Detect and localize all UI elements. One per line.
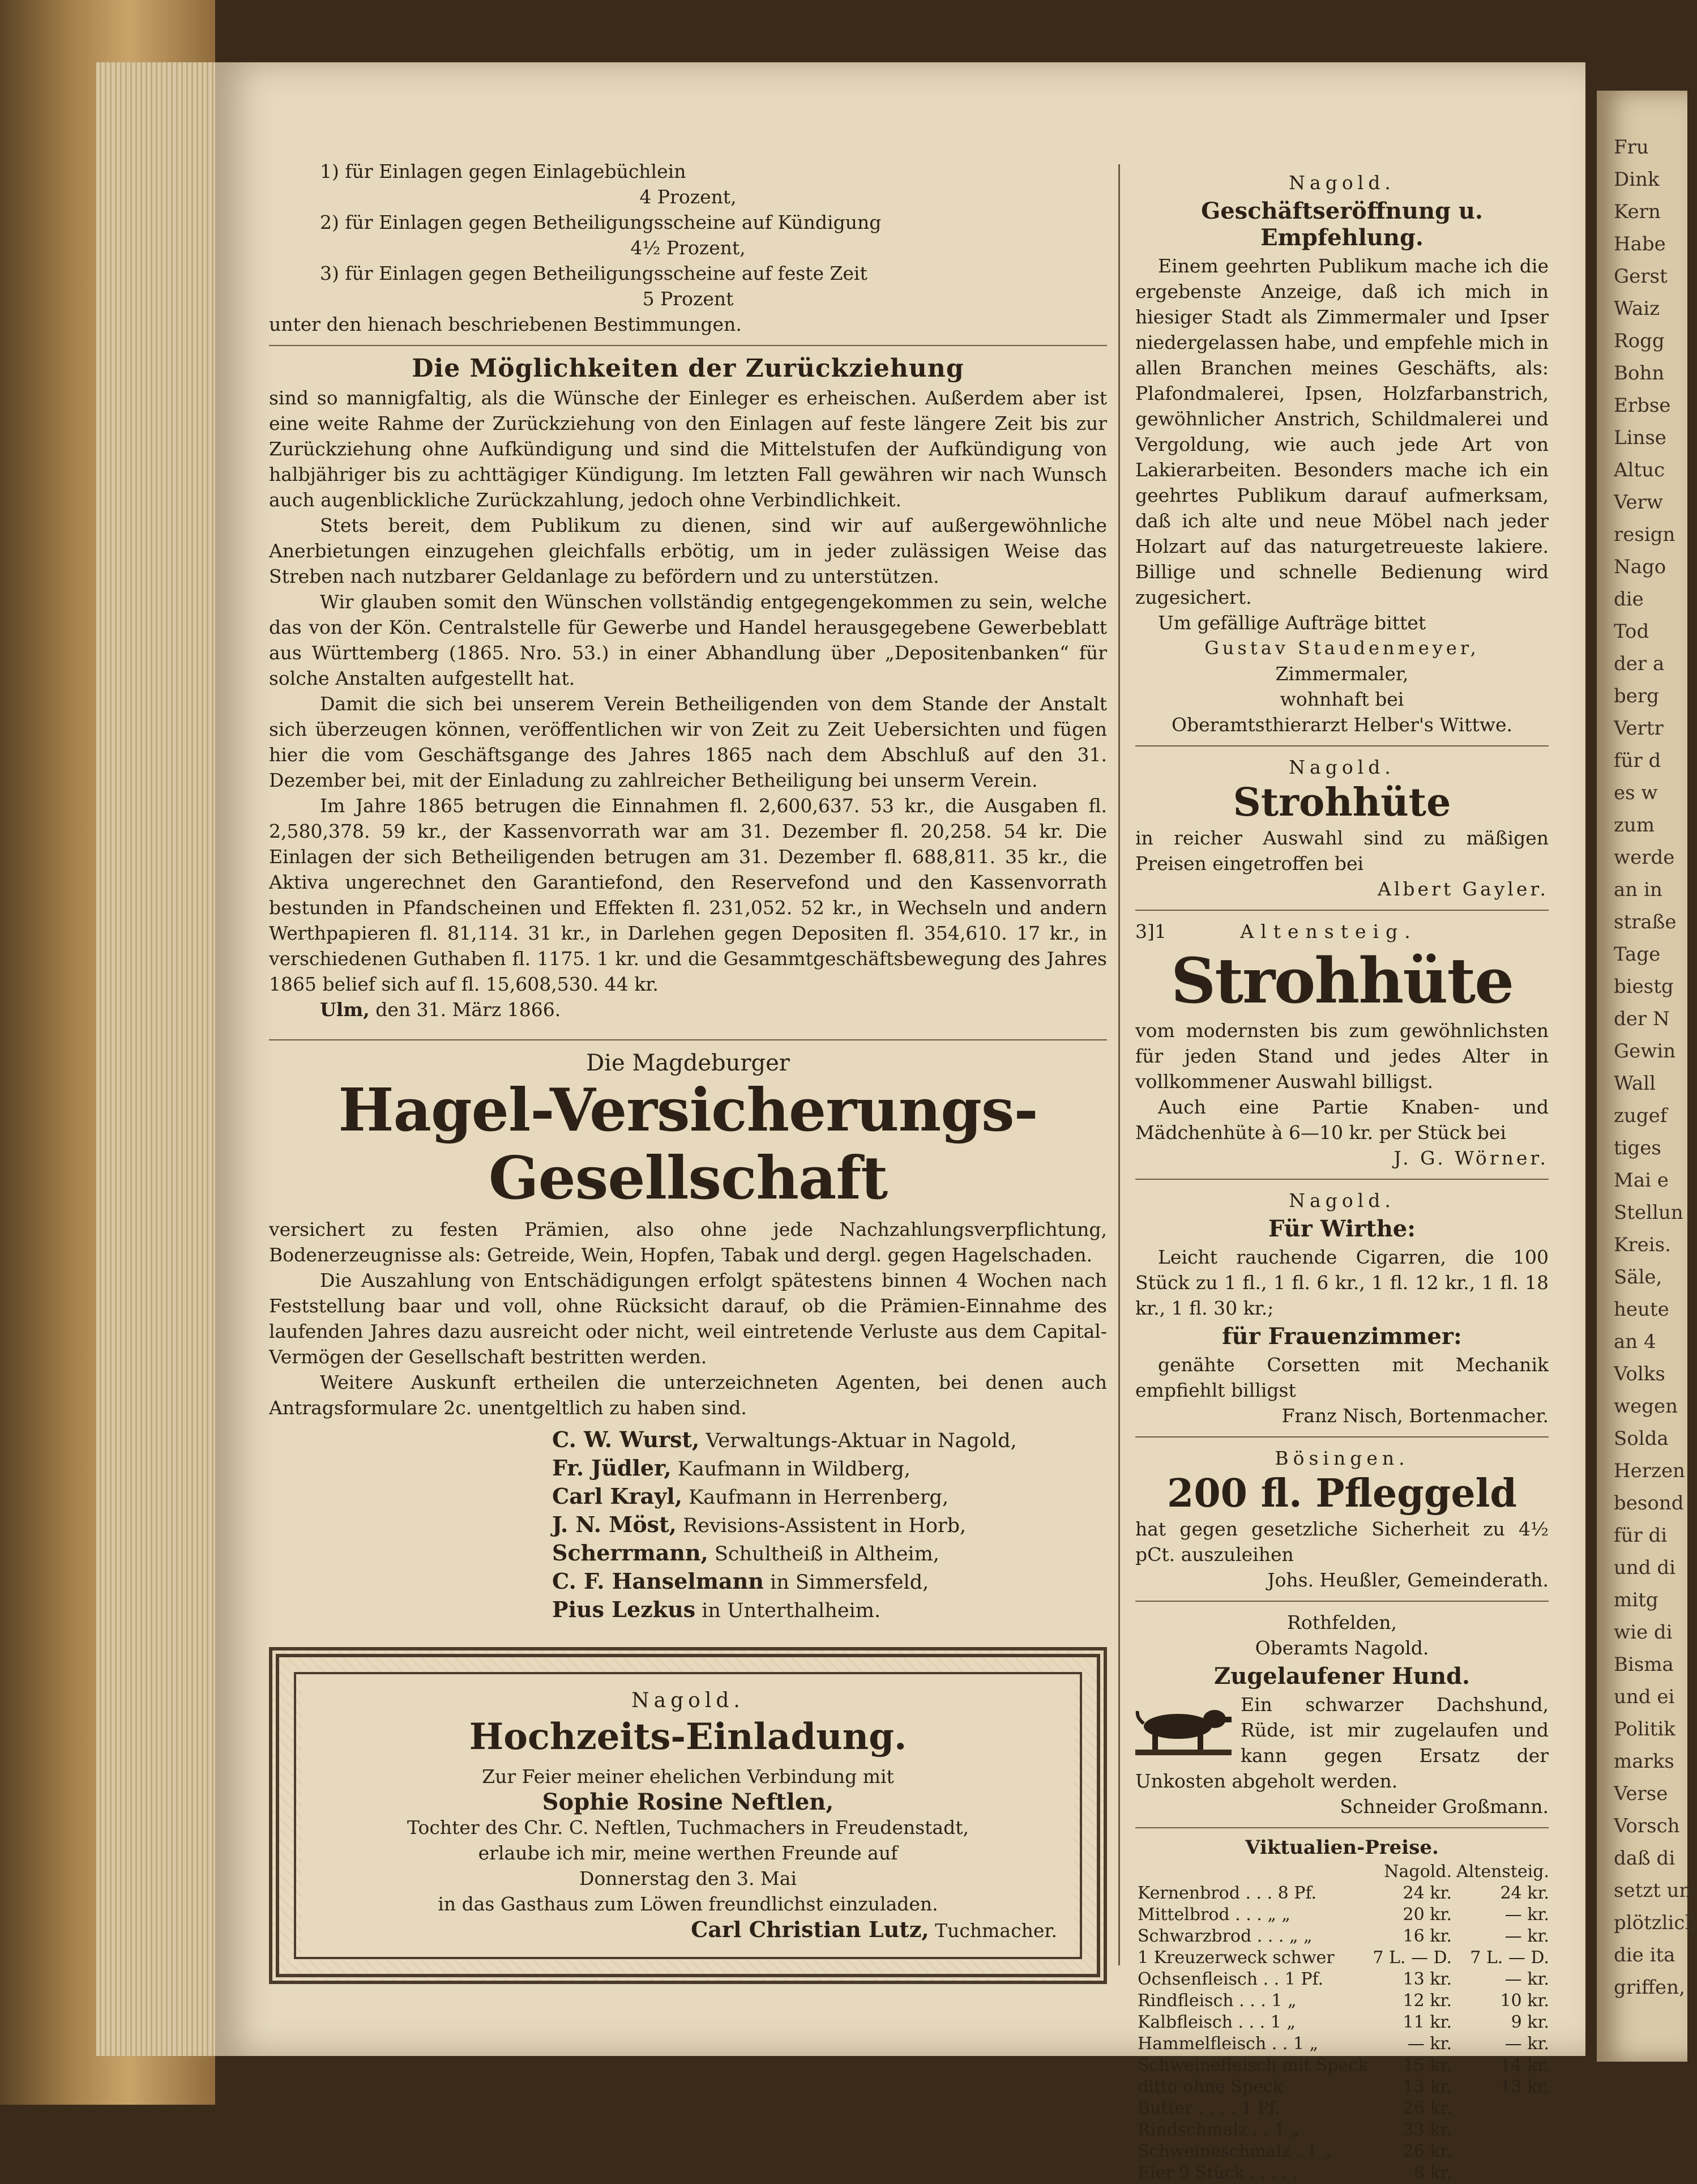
ad-body: in reicher Auswahl sind zu mäßigen Preisen eingetroffen bei	[1135, 827, 1549, 875]
agent-list	[269, 1426, 1107, 1624]
price-item: Hammelfleisch . . 1 „	[1138, 2034, 1319, 2054]
price-item: Kernenbrod . . . 8 Pf.	[1138, 1883, 1317, 1903]
prices-item-header	[1135, 1861, 1370, 1883]
agent-detail: Revisions-Assistent in Horb,	[682, 1515, 967, 1537]
ad-place: Nagold.	[1289, 172, 1395, 194]
wedding-line: erlaube ich mir, meine werthen Freunde auf	[478, 1842, 898, 1864]
next-page-fragment: zum	[1614, 814, 1655, 837]
next-page-fragment: setzt un	[1614, 1879, 1692, 1902]
ad-title: Geschäftseröffnung u. Empfehlung.	[1201, 198, 1483, 251]
next-page-fragment: Gewin	[1614, 1040, 1676, 1063]
next-page-fragment: Dink	[1614, 168, 1660, 191]
prices-header	[1135, 1861, 1551, 1883]
prices-col-header: Nagold.	[1384, 1862, 1452, 1882]
price-item: Ochsenfleisch . . 1 Pf.	[1138, 1969, 1324, 1989]
agent-name: C. F. Hanselmann	[552, 1568, 764, 1594]
left-column	[269, 159, 1107, 1984]
ad-body: Auch eine Partie Knaben- und Mädchenhüte à 6—10 kr. per Stück bei	[1135, 1096, 1549, 1144]
price-value: 13 kr.	[1403, 2077, 1452, 2097]
next-page-fragment: es w	[1614, 782, 1658, 804]
price-value: 20 kr.	[1403, 1905, 1452, 1925]
ad-body: Einem geehrten Publikum mache ich die ergebenste Anzeige, daß ich mich in hiesiger Stadt als Zimmermaler und Ipser niedergelassen habe, und empfehle mich in allen Branchen meines Geschäfts, als: Plafondmalerei, Ipsen, Holzfarbanstrich, gewöhnlicher Anstrich, Schildmalerei und Vergoldung, wie auch jede Art von Lakierarbeiten. Besonders mache ich ein geehrtes Publikum darauf aufmerksam, daß ich alte und neue Möbel nach jeder Holzart auf das naturgetreueste lakiere. Billige und schnelle Bedienung wird zugesichert.	[1135, 255, 1549, 608]
next-page-fragment: Tod	[1614, 620, 1649, 643]
price-value	[1454, 2119, 1551, 2141]
agent-detail: in Unterthalheim.	[702, 1599, 881, 1622]
price-value: 14 kr.	[1500, 2055, 1549, 2075]
next-page-fragment: Rogg	[1614, 330, 1665, 352]
next-page-fragment: und di	[1614, 1556, 1676, 1579]
terms-footer: unter den hienach beschriebenen Bestimmungen.	[269, 313, 742, 335]
next-page-fragment: Kern	[1614, 201, 1661, 223]
next-page-fragment: an 4	[1614, 1330, 1656, 1353]
term-2: 2) für Einlagen gegen Betheiligungsscheine auf Kündigung	[320, 211, 882, 233]
divider	[1135, 910, 1549, 911]
divider	[1135, 1601, 1549, 1602]
price-value: 7 L. — D.	[1373, 1948, 1452, 1968]
price-value: 16 kr.	[1403, 1926, 1452, 1946]
next-page-fragment: Waiz	[1614, 297, 1660, 320]
next-page-fragment: resign	[1614, 523, 1675, 546]
divider	[1135, 1827, 1549, 1828]
prices-row	[1135, 1947, 1551, 1969]
hagel-title: Hagel-Versicherungs-Gesellschaft	[338, 1075, 1038, 1213]
price-value: 13 kr.	[1500, 2077, 1549, 2097]
price-value: 33 kr.	[1403, 2120, 1452, 2140]
ad-place: Nagold.	[1289, 1189, 1395, 1212]
next-page-fragment: werde	[1614, 846, 1675, 869]
next-page-fragment: straße	[1614, 911, 1677, 933]
term-1-rate: 4 Prozent,	[639, 186, 737, 208]
ad-name: Schneider Großmann.	[1340, 1795, 1549, 1818]
price-value	[1454, 2141, 1551, 2162]
ad-body: genähte Corsetten mit Mechanik empfiehlt billigst	[1135, 1354, 1549, 1401]
ad-body: Leicht rauchende Cigarren, die 100 Stück zu 1 fl., 1 fl. 6 kr., 1 fl. 12 kr., 1 fl. 18 kr., 1 fl. 30 kr.;	[1135, 1246, 1549, 1319]
ad-name: Johs. Heußler, Gemeinderath.	[1267, 1569, 1549, 1591]
next-page-strip	[1597, 91, 1697, 2062]
prices-row	[1135, 2162, 1551, 2184]
ad-title: Zugelaufener Hund.	[1214, 1663, 1470, 1690]
next-page-fragment: Solda	[1614, 1427, 1669, 1450]
price-value: 8 kr.	[1413, 2163, 1452, 2183]
ad-title: Strohhüte	[1170, 944, 1514, 1017]
hagel-p3: Weitere Auskunft ertheilen die unterzeichneten Agenten, bei denen auch Antragsformulare 2c. unentgeltlich zu haben sind.	[269, 1371, 1107, 1419]
agent-detail: Kaufmann in Herrenberg,	[689, 1486, 949, 1509]
agent-name: Scherrmann,	[552, 1540, 708, 1566]
price-value: 13 kr.	[1403, 1969, 1452, 1989]
next-page-fragment: Volks	[1614, 1363, 1665, 1385]
price-value: 26 kr.	[1403, 2142, 1452, 2161]
prices-row	[1135, 1904, 1551, 1926]
prices-col-header: Altensteig.	[1456, 1862, 1549, 1882]
next-page-fragment: wie di	[1614, 1621, 1673, 1644]
ad-place: Bösingen.	[1275, 1447, 1409, 1469]
ad-place	[1135, 919, 1549, 944]
price-value: 10 kr.	[1500, 1991, 1549, 2011]
ad-role: Zimmermaler,	[1275, 663, 1409, 685]
next-page-fragment: der N	[1614, 1008, 1670, 1030]
price-value: — kr.	[1504, 1926, 1549, 1946]
ad-address: wohnhaft bei	[1280, 688, 1404, 710]
prices-row	[1135, 1883, 1551, 1904]
wedding-place: Nagold.	[631, 1689, 745, 1712]
ad-place: Nagold.	[1289, 756, 1395, 778]
ad-mark: 3]1	[1135, 920, 1166, 942]
next-page-fragment: besond	[1614, 1492, 1684, 1515]
next-page-fragment: Verw	[1614, 491, 1663, 514]
wedding-signature	[319, 1917, 1057, 1943]
next-page-fragment: Säle,	[1614, 1266, 1662, 1289]
divider	[1135, 745, 1549, 747]
term-1: 1) für Einlagen gegen Einlagebüchlein	[320, 160, 686, 182]
ad-closing: Um gefällige Aufträge bittet	[1158, 612, 1426, 634]
hagel-p2: Die Auszahlung von Entschädigungen erfolgt spätestens binnen 4 Wochen nach Feststellung baar und voll, ohne Rücksicht darauf, ob die Prämien-Einnahme des laufenden Jahres dazu ausreicht oder nicht, weil eintretende Verluste aus dem Capital-Vermögen der Gesellschaft bestritten werden.	[269, 1269, 1107, 1368]
next-page-fragment: Mai e	[1614, 1169, 1669, 1192]
prices-row	[1135, 2033, 1551, 2055]
price-item: Schweineschmalz . 1 „	[1138, 2142, 1332, 2161]
wedding-line: Zur Feier meiner ehelichen Verbindung mit	[482, 1765, 894, 1788]
paragraph: Stets bereit, dem Publikum zu dienen, sind wir auf außergewöhnliche Anerbietungen einzugehen gleichfalls erbötig, um in jeder zulässigen Weise das Streben nach nutzbarer Geldanlage zu befördern und zu unterstützen.	[269, 514, 1107, 587]
prices-row	[1135, 2098, 1551, 2119]
agent-detail: in Simmersfeld,	[770, 1571, 929, 1594]
paragraph: Damit die sich bei unserem Verein Betheiligenden von dem Stande der Anstalt sich überzeugen können, veröffentlichen wir von Zeit zu Zeit Uebersichten und fügen hier die vom Geschäftsgange des Jahres 1865 nach dem Abschluß auf den 31. Dezember bei, mit der Einladung zu zahlreicher Betheiligung bei unserm Verein.	[269, 693, 1107, 791]
divider	[1135, 1179, 1549, 1180]
price-item: Schwarzbrod . . . „ „	[1138, 1926, 1313, 1946]
next-page-fragment: und ei	[1614, 1686, 1675, 1708]
dateline	[269, 997, 1107, 1022]
price-item: Rindschmalz . . 1 „	[1138, 2120, 1300, 2140]
ad-place-name: Altensteig.	[1240, 920, 1417, 942]
next-page-fragment: griffen,	[1614, 1976, 1685, 1999]
price-value	[1454, 2162, 1551, 2184]
next-page-fragment: für d	[1614, 749, 1661, 772]
paragraph: Wir glauben somit den Wünschen vollständig entgegengekommen zu sein, welche das von der Kön. Centralstelle für Gewerbe und Handel herausgegebene Gewerbeblatt aus Württemberg (1865. Nro. 53.) in einer Abhandlung über „Depositenbanken“ für solche Anstalten aufgestellt hat.	[269, 591, 1107, 689]
next-page-fragment: Herzen	[1614, 1460, 1685, 1482]
agent-detail: Schultheiß in Altheim,	[714, 1543, 939, 1566]
paragraph: sind so mannigfaltig, als die Wünsche der Einleger es erheischen. Außerdem aber ist eine weite Rahme der Zurückziehung von den Einlagen auf feste längere Zeit bis zur Zurückziehung ohne Aufkündigung und sind die Mittelstufen der Aufkündigung von halbjähriger bis zu achttägiger Kündigung. Im letzten Fall gewähren wir nach Wunsch auch augenblickliche Zurückzahlung, jedoch ohne Verbindlichkeit.	[269, 387, 1107, 511]
price-value: 9 kr.	[1511, 2012, 1549, 2032]
price-item: 1 Kreuzerweck schwer	[1138, 1948, 1335, 1968]
next-page-fragment: Linse	[1614, 426, 1666, 449]
next-page-fragment: Altuc	[1614, 459, 1665, 481]
ad-place: Oberamts Nagold.	[1255, 1637, 1429, 1659]
agent-name: Carl Krayl,	[552, 1483, 682, 1509]
next-page-fragment: Verse	[1614, 1782, 1668, 1805]
page-edges	[96, 62, 221, 2056]
next-page-fragment: Gerst	[1614, 265, 1668, 288]
prices-row	[1135, 2119, 1551, 2141]
wedding-invitation	[302, 1673, 1074, 1958]
next-page-fragment: Bohn	[1614, 362, 1665, 385]
ad-address: Oberamtsthierarzt Helber's Wittwe.	[1171, 714, 1513, 736]
price-item: Eier 9 Stück . . . . .	[1138, 2163, 1299, 2183]
prices-table	[1135, 1861, 1551, 2184]
prices-row	[1135, 2055, 1551, 2076]
price-item: Mittelbrod . . . „ „	[1138, 1905, 1290, 1925]
next-page-fragment: der a	[1614, 652, 1665, 675]
wedding-line: in das Gasthaus zum Löwen freundlichst einzuladen.	[438, 1893, 938, 1915]
price-value: 26 kr.	[1403, 2098, 1452, 2118]
wedding-signer: Carl Christian Lutz,	[691, 1917, 929, 1942]
next-page-fragment: marks	[1614, 1750, 1674, 1773]
term-3: 3) für Einlagen gegen Betheiligungsscheine auf feste Zeit	[320, 262, 867, 284]
next-page-fragment: an in	[1614, 878, 1662, 901]
hagel-p1: versichert zu festen Prämien, also ohne jede Nachzahlungsverpflichtung, Bodenerzeugnisse als: Getreide, Wein, Hopfen, Tabak und dergl. gegen Hagelschaden.	[269, 1218, 1107, 1266]
ad-title: Strohhüte	[1233, 780, 1451, 825]
ad-body: Ein schwarzer Dachshund, Rüde, ist mir zugelaufen und kann gegen Ersatz der Unkosten abgeholt werden.	[1135, 1694, 1549, 1792]
divider	[1135, 1436, 1549, 1437]
price-value: 15 kr.	[1403, 2055, 1452, 2075]
next-page-fragment: heute	[1614, 1298, 1669, 1321]
divider	[269, 345, 1107, 346]
dateline-date: den 31. März 1866.	[375, 999, 561, 1021]
ad-name: Franz Nisch, Bortenmacher.	[1281, 1405, 1549, 1427]
ad-title: 200 fl. Pfleggeld	[1167, 1471, 1517, 1516]
price-value: 12 kr.	[1403, 1991, 1452, 2011]
ad-place: Rothfelden,	[1287, 1611, 1397, 1633]
next-page-fragment: Tage	[1614, 943, 1661, 966]
term-3-rate: 5 Prozent	[642, 288, 734, 310]
price-value: — kr.	[1407, 2034, 1452, 2054]
price-item: Butter . . . . 1 Pf.	[1138, 2098, 1280, 2118]
next-page-fragment: Fru	[1614, 136, 1649, 159]
divider	[269, 1039, 1107, 1040]
agent-entry	[269, 1511, 1107, 1539]
ad-title: Für Wirthe:	[1268, 1215, 1416, 1242]
next-page-fragment: Wall	[1614, 1072, 1656, 1095]
next-page-fragment: daß di	[1614, 1847, 1675, 1870]
next-page-fragment: für di	[1614, 1524, 1668, 1547]
paragraph: Im Jahre 1865 betrugen die Einnahmen fl. 2,600,637. 53 kr., die Ausgaben fl. 2,580,378. 59 kr., der Kassenvorrath war am 31. Dezember fl. 20,258. 54 kr. Die Einlagen der sich Betheiligenden betrugen am 31. Dezember fl. 688,811. 35 kr., die Aktiva ungerechnet den Garantiefond, den Reservefond und den Kassenvorrath bestunden in Pfandscheinen und Effekten fl. 231,052. 52 kr., in Wechseln und andern Werthpapieren fl. 81,114. 31 kr., in Darlehen gegen Depositen fl. 354,610. 17 kr., in verschiedenen Guthaben fl. 1175. 1 kr. und die Gesammtgeschäftsbewegung des Jahres 1865 belief sich auf fl. 15,608,530. 44 kr.	[269, 795, 1107, 995]
price-value: 7 L. — D.	[1470, 1948, 1549, 1968]
next-page-fragment: biestg	[1614, 975, 1674, 998]
price-value: — kr.	[1504, 1905, 1549, 1925]
dateline-place: Ulm,	[320, 999, 370, 1021]
agent-entry	[269, 1483, 1107, 1511]
next-page-fragment: Vertr	[1614, 717, 1664, 740]
agent-entry	[269, 1596, 1107, 1624]
dachshund-icon	[1135, 1695, 1232, 1758]
agent-detail: Kaufmann in Wildberg,	[677, 1458, 911, 1481]
next-page-fragment: Habe	[1614, 233, 1666, 255]
price-item: Rindfleisch . . . 1 „	[1138, 1991, 1297, 2011]
ad-body: vom modernsten bis zum gewöhnlichsten für jeden Stand und jedes Alter in vollkommener Auswahl billigst.	[1135, 1020, 1549, 1093]
wedding-signer-trade: Tuchmacher.	[935, 1919, 1057, 1942]
next-page-fragment: zugef	[1614, 1104, 1668, 1127]
agent-name: Fr. Jüdler,	[552, 1455, 672, 1481]
ad-subtitle: für Frauenzimmer:	[1222, 1323, 1462, 1350]
wedding-line: Donnerstag den 3. Mai	[579, 1867, 797, 1889]
price-item: Kalbfleisch . . . 1 „	[1138, 2012, 1296, 2032]
next-page-fragment: tiges	[1614, 1137, 1661, 1159]
next-page-fragment: Politik	[1614, 1718, 1675, 1741]
ad-name: J. G. Wörner.	[1393, 1147, 1549, 1169]
next-page-fragment: plötzlich	[1614, 1912, 1697, 1934]
term-2-rate: 4½ Prozent,	[630, 237, 746, 259]
next-page-fragment: Bisma	[1614, 1653, 1674, 1676]
next-page-fragment: Erbse	[1614, 394, 1671, 417]
wedding-bride: Sophie Rosine Neftlen,	[542, 1789, 834, 1815]
price-item: Schweinefleisch mit Speck	[1138, 2055, 1369, 2075]
next-page-fragment: berg	[1614, 685, 1659, 707]
ad-body: hat gegen gesetzliche Sicherheit zu 4½ pCt. auszuleihen	[1135, 1518, 1549, 1566]
price-item: ditto ohne Speck	[1138, 2077, 1283, 2097]
agent-entry	[269, 1539, 1107, 1568]
ad-name: Gustav Staudenmeyer,	[1204, 637, 1480, 659]
agent-entry	[269, 1568, 1107, 1596]
agent-name: C. W. Wurst,	[552, 1427, 700, 1452]
prices-row	[1135, 2012, 1551, 2033]
hagel-pre: Die Magdeburger	[586, 1050, 790, 1076]
next-page-fragment: mitg	[1614, 1589, 1658, 1611]
price-value: 24 kr.	[1500, 1883, 1549, 1903]
column-rule	[1118, 164, 1120, 1965]
next-page-fragment: die	[1614, 588, 1644, 611]
prices-title: Viktualien-Preise.	[1245, 1836, 1439, 1859]
right-column	[1135, 170, 1549, 2184]
wedding-title: Hochzeits-Einladung.	[469, 1716, 907, 1758]
withdrawal-heading: Die Möglichkeiten der Zurückziehung	[412, 354, 964, 383]
price-value: 24 kr.	[1403, 1883, 1452, 1903]
agent-entry	[269, 1426, 1107, 1454]
next-page-fragment: Kreis.	[1614, 1234, 1671, 1256]
prices-row	[1135, 1926, 1551, 1947]
next-page-fragment: Nago	[1614, 556, 1666, 578]
wedding-line: Tochter des Chr. C. Neftlen, Tuchmachers in Freudenstadt,	[407, 1816, 969, 1839]
agent-entry	[269, 1454, 1107, 1483]
prices-row	[1135, 1969, 1551, 1990]
prices-row	[1135, 2141, 1551, 2162]
price-value	[1454, 2098, 1551, 2119]
ad-name: Albert Gayler.	[1378, 878, 1549, 900]
price-value: 11 kr.	[1403, 2012, 1452, 2032]
agent-detail: Verwaltungs-Aktuar in Nagold,	[706, 1430, 1017, 1452]
next-page-fragment: Vorsch	[1614, 1815, 1680, 1837]
price-value: — kr.	[1504, 2034, 1549, 2054]
wedding-invitation-frame	[269, 1647, 1107, 1984]
price-value: — kr.	[1504, 1969, 1549, 1989]
next-page-fragment: Stellun	[1614, 1201, 1683, 1224]
prices-row	[1135, 1990, 1551, 2012]
agent-name: Pius Lezkus	[552, 1597, 696, 1622]
agent-name: J. N. Möst,	[552, 1512, 677, 1537]
next-page-fragment: wegen	[1614, 1395, 1678, 1418]
next-page-fragment: die ita	[1614, 1944, 1675, 1967]
prices-row	[1135, 2076, 1551, 2098]
